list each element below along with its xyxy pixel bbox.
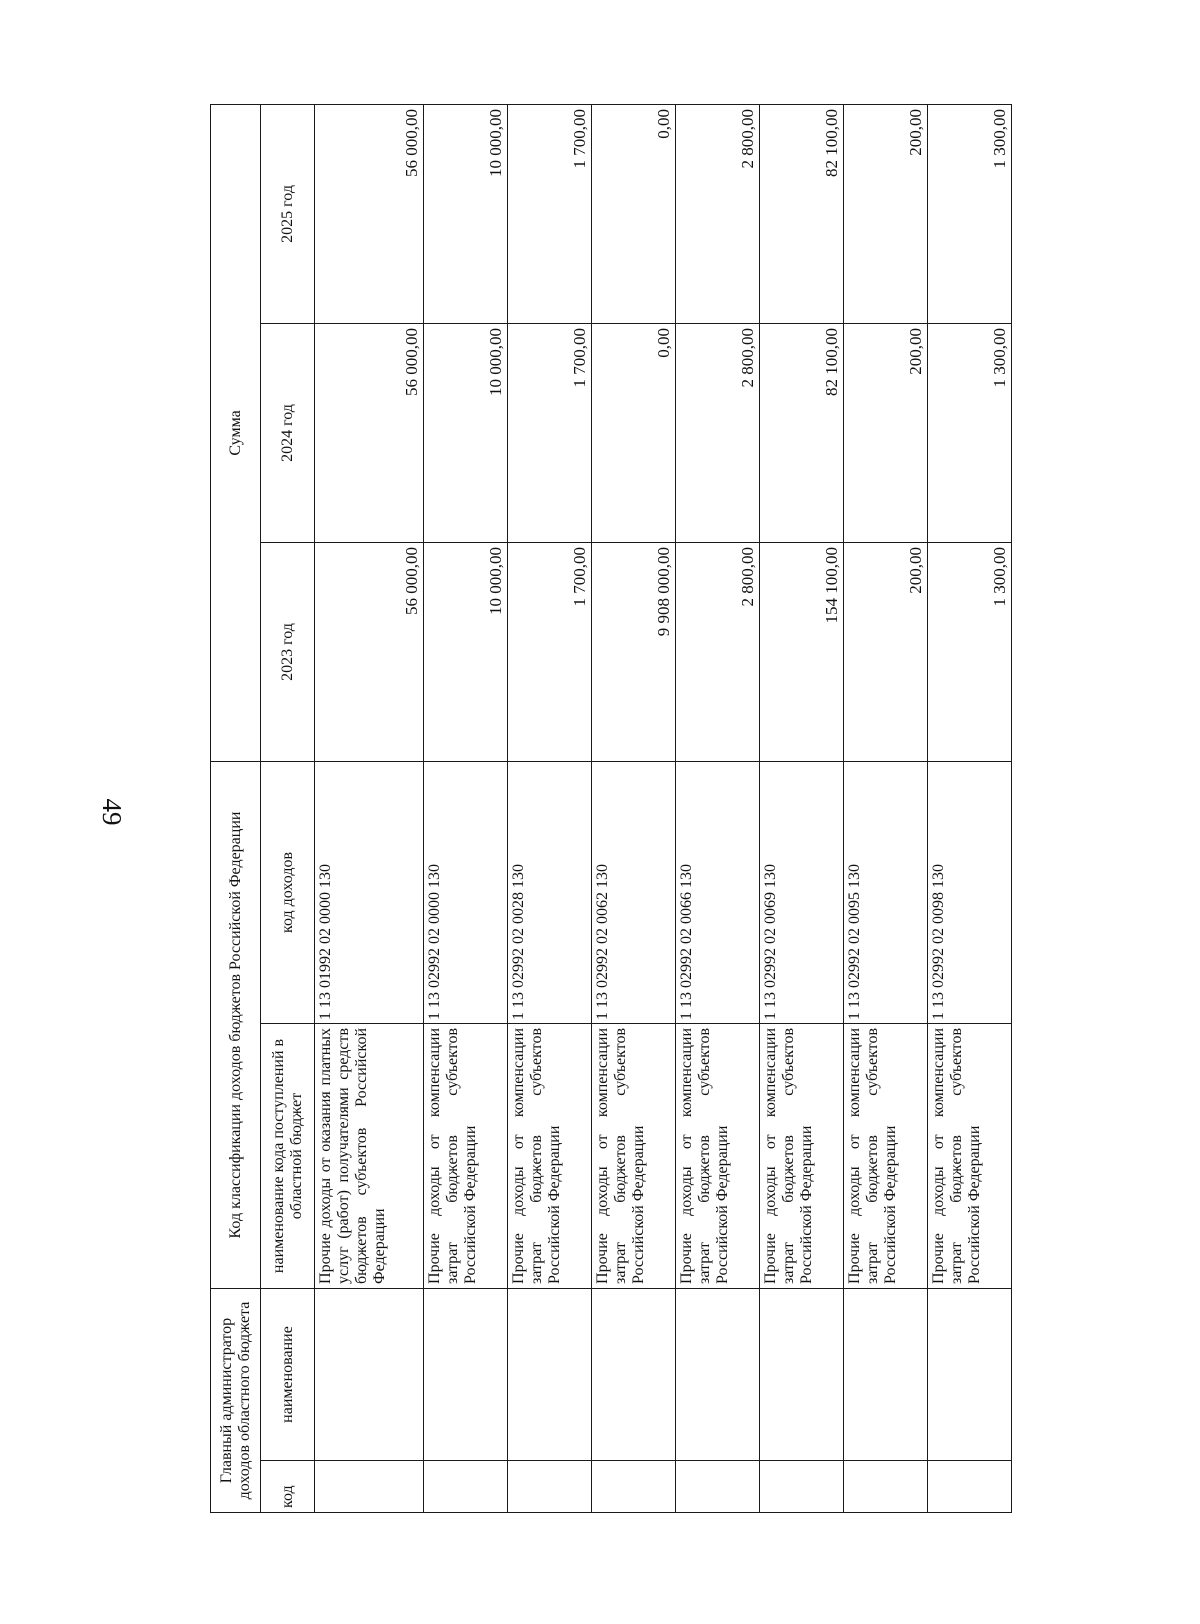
cell-income-name: Прочие доходы от компенсации затрат бюджетов субъектов Российской Федерации bbox=[508, 1023, 592, 1288]
table-row bbox=[844, 104, 928, 1512]
cell-admin-code bbox=[424, 1461, 508, 1513]
cell-income-code: 1 13 02992 02 0062 130 bbox=[592, 761, 676, 1023]
cell-2023: 200,00 bbox=[844, 542, 928, 761]
cell-income-code: 1 13 02992 02 0095 130 bbox=[844, 761, 928, 1023]
cell-admin-code bbox=[760, 1461, 844, 1513]
cell-income-code: 1 13 02992 02 0069 130 bbox=[760, 761, 844, 1023]
cell-income-code: 1 13 01992 02 0000 130 bbox=[315, 761, 424, 1023]
table-row bbox=[928, 104, 1012, 1512]
header-admin-name: наименование bbox=[261, 1288, 315, 1460]
cell-admin-name bbox=[424, 1288, 508, 1460]
cell-income-code: 1 13 02992 02 0066 130 bbox=[676, 761, 760, 1023]
cell-2023: 9 908 000,00 bbox=[592, 542, 676, 761]
cell-income-code: 1 13 02992 02 0028 130 bbox=[508, 761, 592, 1023]
table-row bbox=[760, 104, 844, 1512]
cell-2023: 10 000,00 bbox=[424, 542, 508, 761]
cell-2025: 2 800,00 bbox=[676, 104, 760, 323]
cell-2023: 2 800,00 bbox=[676, 542, 760, 761]
table-row bbox=[424, 104, 508, 1512]
cell-income-name: Прочие доходы от компенсации затрат бюджетов субъектов Российской Федерации bbox=[928, 1023, 1012, 1288]
header-income-name: наименование кода поступлений в областной бюджет bbox=[261, 1023, 315, 1288]
income-classification-table bbox=[210, 104, 1012, 1513]
cell-2023: 56 000,00 bbox=[315, 542, 424, 761]
cell-admin-code bbox=[315, 1461, 424, 1513]
header-year-2023: 2023 год bbox=[261, 542, 315, 761]
cell-admin-name bbox=[760, 1288, 844, 1460]
cell-2024: 56 000,00 bbox=[315, 323, 424, 542]
cell-admin-name bbox=[676, 1288, 760, 1460]
cell-2025: 82 100,00 bbox=[760, 104, 844, 323]
header-income-code: код доходов bbox=[261, 761, 315, 1023]
cell-2024: 1 300,00 bbox=[928, 323, 1012, 542]
cell-2025: 56 000,00 bbox=[315, 104, 424, 323]
header-sum-group: Сумма bbox=[211, 104, 261, 761]
cell-2025: 1 700,00 bbox=[508, 104, 592, 323]
table-row bbox=[315, 104, 424, 1512]
header-year-2024: 2024 год bbox=[261, 323, 315, 542]
cell-income-name: Прочие доходы от компенсации затрат бюджетов субъектов Российской Федерации bbox=[760, 1023, 844, 1288]
header-classification-group: Код классификации доходов бюджетов Российской Федерации bbox=[211, 761, 261, 1288]
cell-2024: 1 700,00 bbox=[508, 323, 592, 542]
cell-admin-name bbox=[844, 1288, 928, 1460]
cell-admin-code bbox=[844, 1461, 928, 1513]
cell-income-name: Прочие доходы от компенсации затрат бюджетов субъектов Российской Федерации bbox=[424, 1023, 508, 1288]
cell-income-code: 1 13 02992 02 0098 130 bbox=[928, 761, 1012, 1023]
cell-income-name: Прочие доходы от компенсации затрат бюджетов субъектов Российской Федерации bbox=[676, 1023, 760, 1288]
cell-2024: 82 100,00 bbox=[760, 323, 844, 542]
rotated-table-container bbox=[210, 105, 1012, 1513]
page-number: 49 bbox=[97, 798, 127, 826]
cell-income-name: Прочие доходы от компенсации затрат бюджетов субъектов Российской Федерации bbox=[844, 1023, 928, 1288]
cell-2025: 200,00 bbox=[844, 104, 928, 323]
cell-income-code: 1 13 02992 02 0000 130 bbox=[424, 761, 508, 1023]
cell-admin-name bbox=[315, 1288, 424, 1460]
cell-admin-code bbox=[508, 1461, 592, 1513]
cell-2023: 1 700,00 bbox=[508, 542, 592, 761]
cell-income-name: Прочие доходы от компенсации затрат бюджетов субъектов Российской Федерации bbox=[592, 1023, 676, 1288]
cell-admin-name bbox=[508, 1288, 592, 1460]
cell-admin-name bbox=[592, 1288, 676, 1460]
cell-2023: 1 300,00 bbox=[928, 542, 1012, 761]
cell-admin-name bbox=[928, 1288, 1012, 1460]
header-admin-code: код bbox=[261, 1461, 315, 1513]
cell-2024: 2 800,00 bbox=[676, 323, 760, 542]
header-year-2025: 2025 год bbox=[261, 104, 315, 323]
header-admin-group: Главный администратор доходов областного бюджета bbox=[211, 1288, 261, 1512]
table-row bbox=[676, 104, 760, 1512]
cell-admin-code bbox=[928, 1461, 1012, 1513]
cell-admin-code bbox=[676, 1461, 760, 1513]
cell-income-name: Прочие доходы от оказания платных услуг (работ) получателями средств бюджетов субъектов Российской Федерации bbox=[315, 1023, 424, 1288]
cell-2024: 0,00 bbox=[592, 323, 676, 542]
cell-2025: 0,00 bbox=[592, 104, 676, 323]
table-row bbox=[508, 104, 592, 1512]
cell-2025: 10 000,00 bbox=[424, 104, 508, 323]
cell-2025: 1 300,00 bbox=[928, 104, 1012, 323]
cell-2024: 200,00 bbox=[844, 323, 928, 542]
cell-2023: 154 100,00 bbox=[760, 542, 844, 761]
cell-2024: 10 000,00 bbox=[424, 323, 508, 542]
cell-admin-code bbox=[592, 1461, 676, 1513]
table-row bbox=[592, 104, 676, 1512]
